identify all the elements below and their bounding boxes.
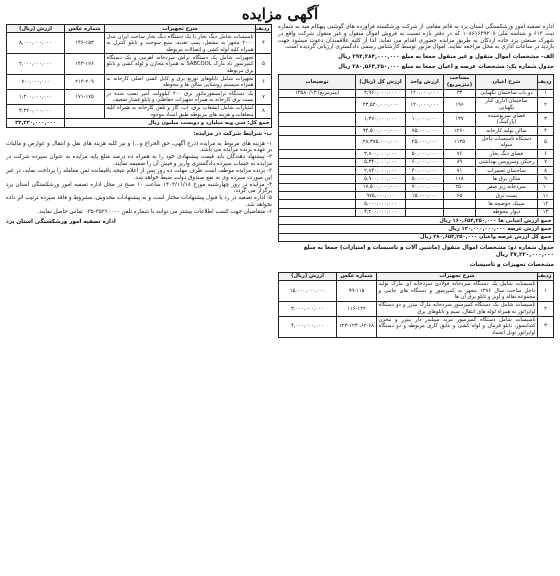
table-cell: ۲۳,۵۲۰,۰۰۰,۰۰۰ [356, 97, 406, 112]
table-cell [279, 97, 356, 112]
table-row [279, 280, 554, 301]
table-cell [65, 104, 105, 119]
table-cell: ۱۴۶-۱۵۳ [65, 33, 105, 54]
sum-aayan: جمع ارزش اعیانی ها ۱۶۰,۶۵۴,۲۵۰,۰۰۰ ریال [279, 217, 554, 225]
table-row [7, 33, 272, 54]
table-cell: دو باب ساختمان نگهبانی [476, 89, 538, 97]
table-cell: ۶ [256, 75, 272, 90]
page-title: آگهی مزایده [241, 5, 319, 23]
table-cell: دستکاه تاسیسات داخل سوله [476, 135, 538, 150]
table-row [7, 75, 272, 90]
table-cell: سالن تولید کارخانه [476, 127, 538, 135]
table-cell: ۹۴,۵۰۰,۰۰۰,۰۰۰ [356, 127, 406, 135]
table-cell: تاسیسات شامل یک دستگاه سردخانه فولادی سردخانه ای مارک تولید داخل ساخت سال ۱۳۸۶ مجهز به کمپرسور و دستگاه های جانبی و مجموعه نقاله و آویز و تابلو برق آن ها [378, 281, 536, 301]
table-cell: ۳,۹۶۰,۰۰۰,۰۰۰ [356, 89, 406, 97]
table-cell: ۷۵,۰۰۰,۰۰۰ [406, 127, 444, 135]
col-header: ارزش واحد [406, 74, 444, 89]
table-row [7, 90, 272, 105]
table-cell: فضای دیگ بخار [476, 150, 538, 158]
condition-item: ۴- مزایده در روز چهارشنبه مورخ ۱۴۰۳/۱۱/۱۸ ساعت ۱۰ صبح در محل اداره تصفیه امور ورشکستگی استان یزد برگزار می گردد. [6, 181, 272, 195]
table-cell: ۱۷۱-۱۷۵ [65, 90, 105, 105]
table-cell: ۱۱۳۵ [444, 135, 476, 150]
table-row [279, 167, 554, 175]
table-cell: (مترمربع) ۱۳۵۸۰/۱۳ [279, 89, 356, 97]
table-cell: ۱۵,۰۰۰,۰۰۰,۰۰۰ [279, 280, 337, 301]
col-header: ارزش (ریال) [7, 25, 65, 33]
table-cell: ۹۹-۱۱۵ [337, 280, 377, 301]
table-c-header-row [7, 25, 272, 33]
left-column [6, 24, 272, 570]
table-cell: تجهیزات شامل یک دستگاه تراش سردخانه اهرمی و یک دستگاه کمپرسور باد مارک SABCOOL به همراه مخازن و لوله کشی و تابلو برق مربوطه [106, 54, 254, 74]
table-cell: ۴,۰۰۰,۰۰۰,۰۰۰ [279, 316, 337, 337]
table-cell [406, 208, 444, 216]
conditions-heading: ب- شرایط شرکت در مزایده: [193, 130, 272, 137]
table-cell: ۵,۳۴۰,۰۰۰,۰۰۰ [356, 158, 406, 166]
table-cell: ۸,۰۰۰,۰۰۰,۰۰۰ [7, 33, 65, 54]
table-a-caption: جدول شماره یک: مشخصات عرصه و اعیان جمعا به مبلغ ۲۸۰,۵۶۴,۲۵۰,۰۰۰ ریال [338, 64, 554, 71]
table-row [279, 97, 554, 112]
table-cell: یک دستگاه ترانسفورماتور برق ۴۰۰ کیلوولت آمپر نصب شده در پست برق کارخانه به همراه تجهیزات حفاظتی و تابلو فشار ضعیف [106, 90, 254, 103]
table-cell: تاسیسات شامل یک دستگاه کمپرسور سردخانه مارک بیتزر و دو دستگاه اواپراتور به همراه لوله های انتقال، سیم و تابلوهای برق [378, 302, 536, 315]
table-row [279, 150, 554, 158]
table-cell: ۷ [256, 90, 272, 105]
table-cell [279, 158, 356, 166]
table-cell: ۲۵۰ [444, 183, 476, 191]
col-header: شرح تجهیزات [377, 272, 538, 280]
table-cell: ۷۶ [444, 150, 476, 158]
right-column [278, 24, 554, 570]
table-cell: ۵,۰۰۰,۰۰۰,۰۰۰ [356, 200, 406, 208]
table-cell [279, 112, 356, 127]
col-header: ردیف [538, 74, 554, 89]
table-b-header-row [279, 272, 554, 280]
table-cell [279, 135, 356, 150]
table-row [279, 217, 554, 225]
table-cell [406, 200, 444, 208]
table-b-subcaption: مشخصات تجهیزات و تاسیسات [469, 261, 554, 268]
table-cell: ۱۰,۰۰۰,۰۰۰ [406, 112, 444, 127]
table-row [279, 183, 554, 191]
sum-value: ۳۳,۲۲۰,۰۰۰,۰۰۰ [7, 119, 65, 127]
table-cell: تجهیزات شامل تابلوهای توزیع برق و کابل کشی اصلی کارخانه به همراه سیستم روشنایی سالن ها و محوطه [106, 75, 254, 89]
table-a-body [279, 89, 554, 217]
table-cell: ۶۵ [444, 192, 476, 200]
table-cell [279, 183, 356, 191]
table-row [7, 104, 272, 119]
table-row [7, 54, 272, 75]
table-cell: ۷۱ [444, 167, 476, 175]
table-cell: ۸ [256, 104, 272, 119]
table-cell: ۹ [538, 175, 554, 183]
table-row [279, 233, 554, 241]
table-cell: تاسیسات شامل دستگاه کمپرسور تبرید سیلندر دار بیتزر و مخزن کندانسور، تابلو فرمان و لوله کشی و عایق کاری مربوطه و دو دستگاه اواپراتور تونل انجماد [378, 317, 536, 336]
table-cell: ۶۰,۰۰۰,۰۰۰ [406, 158, 444, 166]
table-cell: ۱۲۶۰ [444, 127, 476, 135]
table-cell: ۱ [538, 89, 554, 97]
table-cell: سالن برق ها [476, 175, 538, 183]
table-cell: ۵,۹۰۰,۰۰۰,۰۰۰ [356, 175, 406, 183]
condition-item: ۳- برنده مزایده موظف است ظرف مهلت ده روز پس از اعلام نتیجه باقیمانده ثمن معامله را پرداخت نماید، در غیر این صورت سپرده وی به نفع صندوق دولت ضبط خواهد شد. [6, 167, 272, 181]
table-cell: ۱۰ [538, 183, 554, 191]
col-header: ردیف [537, 273, 552, 280]
table-c-body [7, 33, 272, 119]
col-header: شرح اعیان [476, 74, 538, 89]
table-cell: ۱۴۳-۱۷۶ [65, 54, 105, 75]
table-a [278, 74, 554, 242]
table-cell: امتیازات شامل انشعاب برق، آب، گاز و تلفن کارخانه به همراه کلیه متعلقات و هزینه های مربوطه طبق اسناد موجود [106, 105, 254, 118]
col-header: ارزش کل (ریال) [356, 74, 406, 89]
table-cell: ۲۱۴-۲۰۹ [65, 75, 105, 90]
table-cell: ۸ [538, 167, 554, 175]
table-row [7, 119, 272, 127]
table-cell [279, 200, 356, 208]
table-cell: ۲ [538, 301, 554, 316]
table-cell: ۵ [256, 54, 272, 75]
table-cell: ۹۷۵,۰۰۰,۰۰۰ [356, 192, 406, 200]
table-b-caption: جدول شماره دو: مشخصات اموال منقول (ماشین آلات و تاسیسات و امتیازات) جمعا به مبلغ ۳۷,۲۲۰,۰۰۰,۰۰۰ ریال [303, 245, 554, 258]
table-row [279, 200, 554, 208]
condition-item: ۱- هزینه های مربوط به مزایده (درج آگهی، حق الحراج و...) و نیز کلیه هزینه های نقل و انتقال و عوارض و مالیات بر عهده برنده مزایده می باشد. [6, 140, 272, 154]
table-cell: ۵۰,۰۰۰,۰۰۰ [406, 175, 444, 183]
sum-text: جمع کل: سی ویه میلیارد و دویست میلیون ریال [65, 119, 272, 127]
table-b [278, 272, 554, 338]
table-row [279, 225, 554, 233]
col-header: توضیحات [279, 74, 356, 89]
col-header: شماره عکس [337, 272, 377, 280]
conditions-list [6, 141, 272, 216]
col-header: ردیف [255, 25, 270, 32]
table-row [279, 175, 554, 183]
table-cell: ۱۹۶ [444, 97, 476, 112]
table-cell: ۳,۰۰۰,۰۰۰,۰۰۰ [279, 301, 337, 316]
table-cell [444, 200, 476, 208]
table-row [279, 89, 554, 97]
table-cell: ۲ [538, 97, 554, 112]
table-cell: ۱۱ [538, 192, 554, 200]
table-cell [279, 150, 356, 158]
condition-item: ۲- پیشنهاد دهندگان باید قیمت پیشنهادی خود را به همراه ده درصد مبلغ پایه مزایده به عنوان سپرده شرکت در مزایده به حساب سپرده دادگستری واریز و فیش آن را ضمیمه نمایند. [6, 154, 272, 168]
table-c [6, 24, 272, 128]
table-cell [279, 208, 356, 216]
table-cell: ۷۰۰,۰۰۰,۰۰۰ [7, 75, 65, 90]
table-cell: سینک حوضچه ها [476, 200, 538, 208]
table-cell: ساختمان اداری کنار نگهبانی [476, 97, 538, 112]
table-cell: ۱۲۰,۰۰۰,۰۰۰ [406, 97, 444, 112]
table-cell [444, 208, 476, 216]
table-cell [279, 175, 356, 183]
table-cell: ۶ [538, 150, 554, 158]
sum-total: جمع کل ارزش عرصه واعیان ۲۸۰,۶۵۴,۲۵۰,۰۰۰ ریال [279, 233, 554, 241]
table-cell: ۱۳ [538, 208, 554, 216]
table-cell: ۱۱۶-۱۲۲ [337, 301, 377, 316]
table-cell: ۴ [538, 127, 554, 135]
table-cell: ۱۲ [538, 200, 554, 208]
table-cell [279, 167, 356, 175]
table-cell [279, 127, 356, 135]
table-cell: ۱۱۸ [444, 175, 476, 183]
col-header: ارزش (ریال) [279, 272, 337, 280]
table-cell: ۲,۸۴۰,۰۰۰,۰۰۰ [356, 167, 406, 175]
col-header: شرح تجهیزات [105, 25, 256, 33]
table-cell: ۳۳ [444, 89, 476, 97]
table-row [279, 301, 554, 316]
table-b-body [279, 280, 554, 337]
table-cell: تاسیسات شامل دیگ بخار با یک دستگاه دیگ بخار ساخت ایران مدل ۲۰۰۰ مجهز به مشعل، پمپ تغذیه، منبع سوخت و تابلو کنترل به همراه کلیه لوله کشی و اتصالات مربوطه [106, 33, 254, 53]
table-cell: ۷ [538, 158, 554, 166]
table-cell: ۲۸,۳۷۵,۰۰۰,۰۰۰ [356, 135, 406, 150]
table-row [279, 192, 554, 200]
table-cell: ۳,۸۰۰,۰۰۰,۰۰۰ [356, 150, 406, 158]
table-cell: ۱۳۷ [444, 112, 476, 127]
table-cell: ۳ [538, 316, 554, 337]
footer-signature: اداره تصفیه امور ورشکستگی استان یزد [6, 218, 116, 225]
table-cell: ساختمان تعمیرات [476, 167, 538, 175]
table-cell: ۴۰,۰۰۰,۰۰۰ [406, 167, 444, 175]
table-a-header-row [279, 74, 554, 89]
table-cell: ۲۵,۰۰۰,۰۰۰ [406, 135, 444, 150]
table-row [279, 127, 554, 135]
condition-item: ۶- متقاضیان جهت کسب اطلاعات بیشتر می توانند با شماره تلفن ۳۵۲۶۰۰۰۰-۰۳۵ تماس حاصل نمایند. [37, 208, 272, 215]
table-cell: فضای سرپوشیده (پارکینگ) [476, 112, 538, 127]
table-cell: ۱ [538, 280, 554, 301]
table-cell: ۸۹ [444, 158, 476, 166]
table-row [279, 316, 554, 337]
table-cell: ۱۷,۵۰۰,۰۰۰,۰۰۰ [356, 183, 406, 191]
section-a-heading: الف- مشخصات اموال منقول و غیر منقول جمعا به مبلغ ۲۹۴,۲۸۴,۰۰۰,۰۰۰ ریال [338, 54, 554, 61]
table-cell [279, 192, 356, 200]
table-row [279, 158, 554, 166]
table-row [279, 135, 554, 150]
table-cell: ۵۰,۰۰۰,۰۰۰ [406, 150, 444, 158]
sum-arseh: جمع ارزش عرصه ۱۲۰,۰۰۰,۰۰۰,۰۰۰ ریال [279, 225, 554, 233]
table-cell: ۱۵,۰۰۰,۰۰۰ [406, 192, 444, 200]
col-header: مساحت (مترمربع) [444, 74, 476, 89]
table-cell: ۶۲-۶۸، ۱۲۳-۱۲۳ [337, 316, 377, 337]
table-row [279, 208, 554, 216]
table-cell: دیوار محوطه [476, 208, 538, 216]
table-cell: ۱,۲۰۰,۰۰۰,۰۰۰ [7, 90, 65, 105]
table-cell: ۳,۲۰۰,۰۰۰,۰۰۰ [356, 208, 406, 216]
table-cell: پست برق [476, 192, 538, 200]
table-cell: ۳ [538, 112, 554, 127]
table-cell: رختکن وسرویس بهداشتی [476, 158, 538, 166]
table-cell: ۱۲۰,۰۰۰,۰۰۰ [406, 89, 444, 97]
col-header: شماره عکس [65, 25, 105, 33]
table-cell: ۷۰,۰۰۰,۰۰۰ [406, 183, 444, 191]
table-cell: ۵ [538, 135, 554, 150]
table-cell: سردخانه زیر صفر [476, 183, 538, 191]
table-cell: ۲,۰۰۰,۰۰۰,۰۰۰ [7, 54, 65, 75]
table-cell: ۳,۳۲۰,۰۰۰,۰۰۰ [7, 104, 65, 119]
intro-text: اداره تصفیه امور ورشکستگی استان یزد به قائم مقامی از شرکت ورشکسته فراورده های گوشتی پیهکام مید به شماره ثبت ۶۱۳ و شناسه ملی ۱۰۸۶۱۶۴۹۲۰۸ که در دفتر بازه نسبت به فروش اموال منقول و غیر منقول شرکت واقع در شهرک صنعتی یزد جاده اردکان به طریق مزایده حضوری اقدام می نماید. لذا از کلیه علاقمندان دعوت میشود جهت بازدید در ساعات اداری به محل مراجعه نمایند. اموال مزبور توسط کارشناس رسمی دادگستری ارزیابی گردیده است. [278, 24, 555, 51]
table-row [279, 112, 554, 127]
table-cell: ۴ [256, 33, 272, 54]
table-cell: ۱,۳۷۰,۰۰۰,۰۰۰ [356, 112, 406, 127]
condition-item: ۵- اداره تصفیه در رد یا قبول پیشنهادات مختار است و به پیشنهادات مخدوش، مشروط و فاقد سپرده ترتیب اثر داده نخواهد شد. [6, 195, 272, 208]
